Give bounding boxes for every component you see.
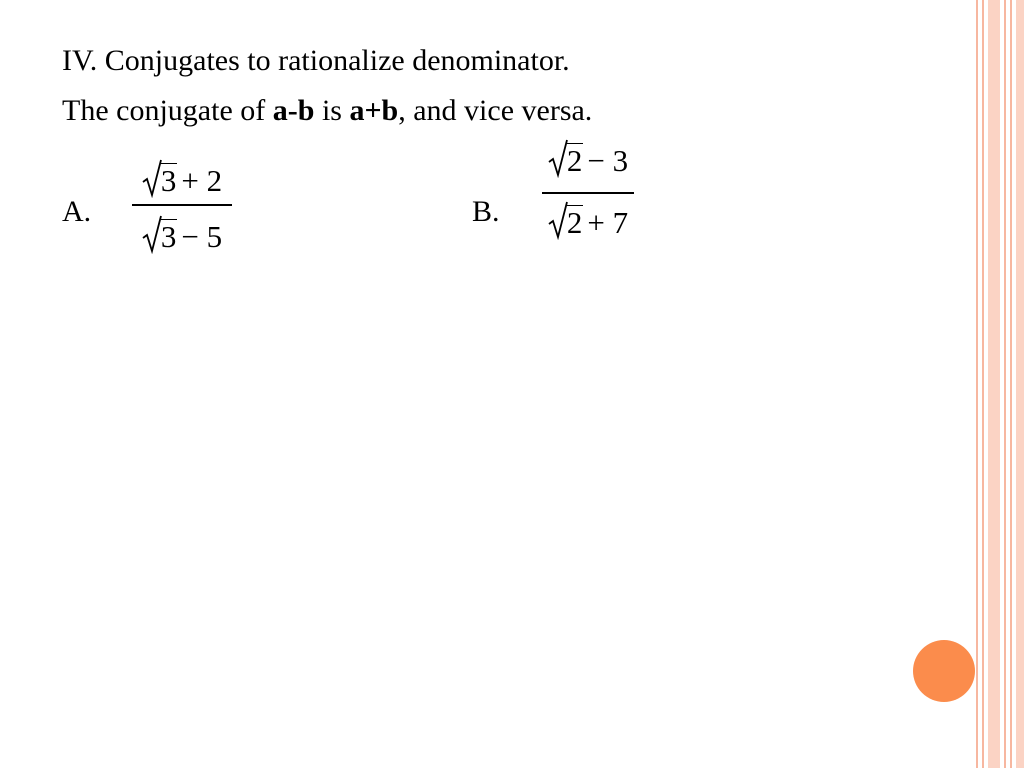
- fraction-bar: [132, 204, 232, 206]
- stripe: [1004, 0, 1006, 768]
- square-root: [142, 158, 178, 198]
- radicand: 3: [160, 163, 177, 198]
- radical-sign-icon: [142, 158, 162, 198]
- radicand: 3: [160, 219, 177, 254]
- problem-a-label: A.: [62, 195, 92, 228]
- radical-sign-icon: [548, 200, 568, 240]
- slide-heading: IV. Conjugates to rationalize denominator.: [62, 44, 570, 77]
- conjugate-definition: [62, 94, 592, 128]
- stripe: [1010, 0, 1012, 768]
- stripe: [988, 0, 1000, 768]
- numerator-term: + 2: [181, 163, 223, 198]
- stripe: [976, 0, 978, 768]
- numerator: [132, 158, 232, 198]
- stripe: [982, 0, 984, 768]
- problem-b-fraction: [542, 138, 634, 246]
- radicand: 2: [566, 143, 583, 178]
- problem-a-fraction: [132, 158, 232, 256]
- radical-sign-icon: [142, 214, 162, 254]
- denominator-term: + 7: [587, 205, 629, 240]
- expression-a-plus-b: a+b: [349, 94, 399, 127]
- denominator: [132, 214, 232, 254]
- square-root: [548, 200, 584, 240]
- definition-text: , and vice versa.: [398, 94, 593, 127]
- numerator-term: − 3: [587, 143, 629, 178]
- denominator-term: − 5: [181, 219, 223, 254]
- radicand: 2: [566, 205, 583, 240]
- radical-sign-icon: [548, 138, 568, 178]
- definition-text: The conjugate of: [62, 94, 273, 127]
- square-root: [548, 138, 584, 178]
- numerator: [542, 138, 634, 178]
- expression-a-minus-b: a-b: [272, 94, 315, 127]
- definition-text: is: [314, 94, 350, 127]
- square-root: [142, 214, 178, 254]
- fraction-bar: [542, 192, 634, 194]
- decorative-stripes: [976, 0, 1024, 768]
- stripe: [1016, 0, 1024, 768]
- decorative-circle: [913, 640, 975, 702]
- denominator: [542, 200, 634, 240]
- problem-b-label: B.: [472, 195, 500, 228]
